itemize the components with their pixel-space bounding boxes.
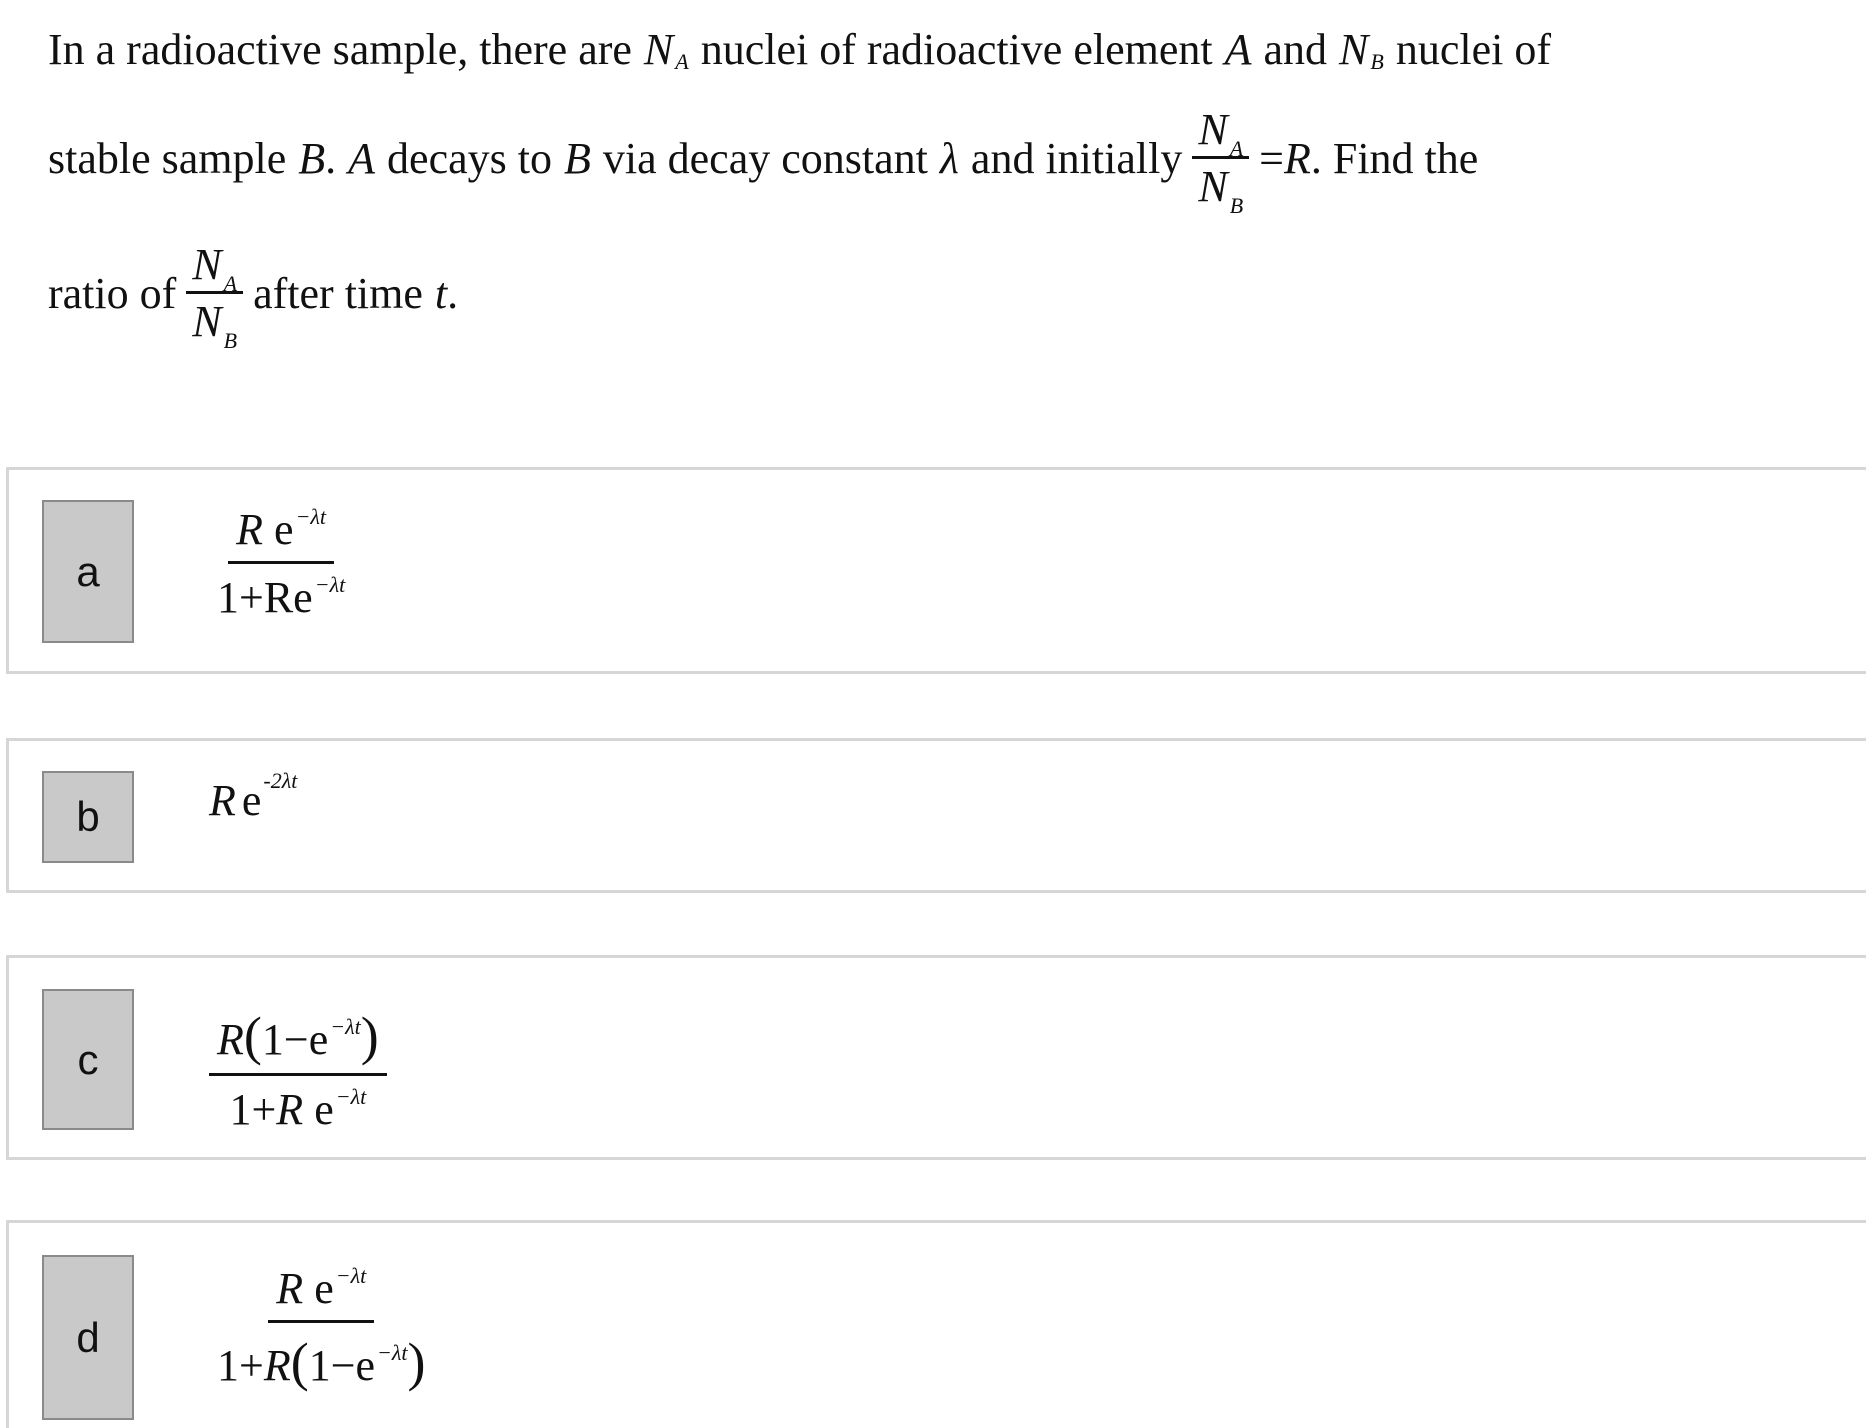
symbol-r: R: [276, 1085, 304, 1134]
exponent: −λt: [314, 572, 346, 597]
symbol-n: N: [192, 240, 222, 289]
option-d-formula: [209, 1263, 434, 1393]
subscript-b: B: [1229, 193, 1244, 218]
text: 1+: [229, 1085, 277, 1134]
text: .: [325, 133, 337, 183]
text: nuclei of: [1395, 25, 1551, 74]
option-c[interactable]: [6, 955, 1866, 1160]
option-a-formula: [209, 504, 353, 623]
symbol-a: A: [348, 133, 376, 183]
option-letter-a[interactable]: a: [42, 500, 134, 643]
symbol-lambda: λ: [939, 133, 959, 183]
question-line-3: [48, 240, 459, 353]
symbol-e: e: [241, 776, 262, 825]
symbol-b: B: [298, 133, 326, 183]
exponent: −λt: [335, 1084, 367, 1109]
paren-left: (: [290, 1332, 309, 1392]
option-d[interactable]: [6, 1220, 1866, 1428]
subscript-a: A: [675, 49, 689, 74]
text: and: [1263, 25, 1328, 74]
text: . Find the: [1310, 133, 1479, 183]
symbol-n: N: [1339, 25, 1369, 74]
exponent: −λt: [295, 504, 327, 529]
text: Re: [263, 573, 313, 622]
option-a[interactable]: [6, 467, 1866, 674]
text: .: [447, 268, 459, 318]
symbol-r: R: [276, 1264, 304, 1313]
option-letter-b[interactable]: b: [42, 771, 134, 863]
text: 1−e: [308, 1341, 376, 1390]
option-b[interactable]: [6, 738, 1866, 893]
text: ratio of: [48, 268, 177, 318]
symbol-e: e: [314, 1264, 334, 1313]
exponent: −λt: [335, 1263, 367, 1288]
symbol-n: N: [643, 25, 674, 74]
paren-right: ): [360, 1006, 379, 1066]
subscript-b: B: [1370, 49, 1384, 74]
question-line-2: [48, 105, 1479, 218]
exponent: -2λt: [263, 767, 298, 793]
symbol-r: R: [217, 1015, 244, 1064]
paren-right: ): [407, 1332, 426, 1392]
exponent: −λt: [330, 1014, 361, 1039]
option-c-formula: [209, 1005, 387, 1135]
option-letter-c[interactable]: c: [42, 989, 134, 1130]
symbol-n: N: [1198, 105, 1228, 154]
symbol-t: t: [434, 268, 448, 318]
text: via decay constant: [602, 133, 928, 183]
subscript-a: A: [223, 271, 238, 296]
symbol-n: N: [192, 297, 222, 346]
symbol-r: R: [209, 776, 236, 825]
symbol-r: R: [263, 1341, 291, 1390]
symbol-n: N: [1198, 162, 1228, 211]
text: stable sample: [48, 133, 287, 183]
symbol-b: B: [563, 133, 591, 183]
symbol-r: R: [236, 505, 264, 554]
symbol-e: e: [274, 505, 294, 554]
symbol-a: A: [1224, 25, 1252, 74]
option-letter-d[interactable]: d: [42, 1255, 134, 1420]
text: nuclei of radioactive element: [700, 25, 1213, 74]
text: In a radioactive sample, there are: [48, 25, 632, 74]
symbol-r: R: [1283, 133, 1311, 183]
text: 1+: [217, 573, 264, 622]
equals-sign: =: [1259, 133, 1284, 183]
paren-left: (: [243, 1006, 262, 1066]
symbol-e: e: [314, 1085, 334, 1134]
text: decays to: [387, 133, 552, 183]
fraction-na-nb: [186, 240, 243, 353]
subscript-a: A: [1229, 136, 1244, 161]
text: 1+: [217, 1341, 264, 1390]
exponent: −λt: [377, 1340, 408, 1365]
question-line-1: [48, 25, 1551, 74]
fraction-na-nb: [1192, 105, 1249, 218]
option-b-formula: [209, 767, 298, 826]
subscript-b: B: [223, 328, 238, 353]
text: after time: [253, 268, 423, 318]
text: 1−e: [261, 1015, 329, 1064]
text: and initially: [970, 133, 1183, 183]
